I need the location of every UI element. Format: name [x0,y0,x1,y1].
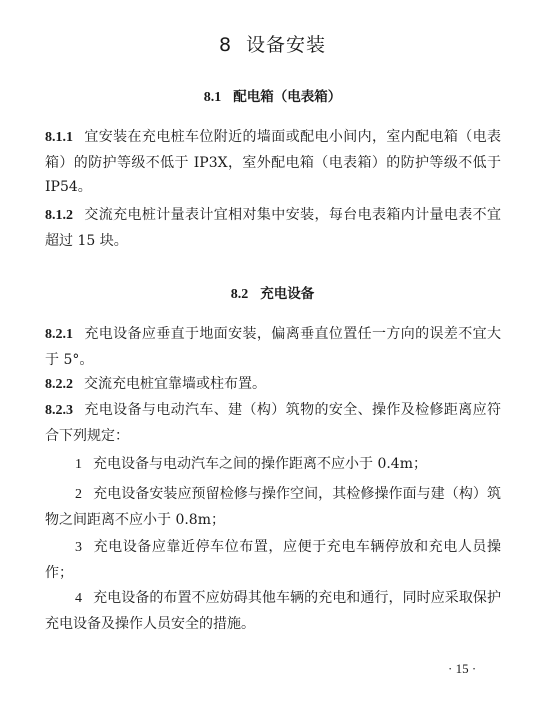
section-title-text: 配电箱（电表箱） [233,89,342,105]
item-text: 充电设备的布置不应妨碍其他车辆的充电和通行，同时应采取保护充电设备及操作人员安全的措施。 [45,590,501,632]
section-number: 8.1 [203,90,222,105]
clause-text: 充电设备与电动汽车、建（构）筑物的安全、操作及检修距离应符合下列规定： [45,402,501,444]
chapter-title [0,30,545,57]
list-item-1 [45,452,501,478]
clause-text: 充电设备应垂直于地面安装，偏离垂直位置任一方向的误差不宜大于 5°。 [45,326,501,368]
list-item-2 [45,482,501,532]
item-number: 2 [75,487,82,502]
section-number: 8.2 [230,287,249,302]
clause-number: 8.2.1 [45,327,73,342]
clause-number: 8.2.2 [45,377,73,392]
chapter-number: 8 [218,34,233,56]
item-number: 1 [75,457,82,472]
clause-text: 宜安装在充电桩车位附近的墙面或配电小间内，室内配电箱（电表箱）的防护等级不低于 IP3X，室外配电箱（电表箱）的防护等级不低于 IP54。 [45,129,501,195]
section-title-text: 充电设备 [260,286,315,302]
section-title-8-2 [0,282,545,303]
clause-8-1-1 [45,125,501,200]
item-text: 充电设备安装应预留检修与操作空间，其检修操作面与建（构）筑物之间距离不应小于 0.8m； [45,486,501,528]
clause-8-2-1 [45,322,501,372]
clause-text: 交流充电桩计量表计宜相对集中安装，每台电表箱内计量电表不宜超过 15 块。 [45,207,501,249]
clause-8-1-2 [45,203,501,253]
item-number: 3 [75,540,82,555]
chapter-title-text: 设备安装 [246,34,327,56]
list-item-3 [45,535,501,585]
clause-text: 交流充电桩宜靠墙或柱布置。 [84,376,266,392]
page-number: · 15 · [448,661,477,676]
clause-number: 8.2.3 [45,403,73,418]
list-item-4 [45,586,501,636]
clause-number: 8.1.1 [45,130,73,145]
clause-8-2-2 [45,372,501,398]
section-title-8-1 [0,85,545,106]
item-number: 4 [75,591,82,606]
clause-number: 8.1.2 [45,208,73,223]
item-text: 充电设备应靠近停车位布置，应便于充电车辆停放和充电人员操作； [45,539,501,581]
clause-8-2-3 [45,398,501,448]
item-text: 充电设备与电动汽车之间的操作距离不应小于 0.4m； [93,456,427,472]
